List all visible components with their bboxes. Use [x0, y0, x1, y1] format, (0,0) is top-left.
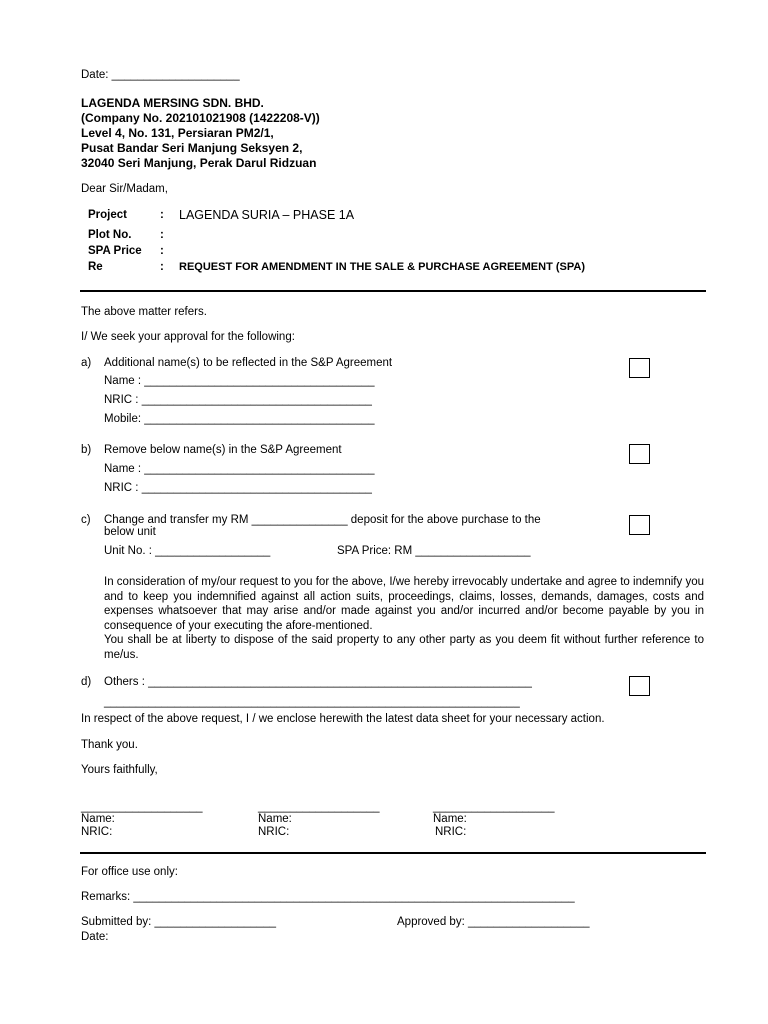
section-a-marker: a): [81, 357, 92, 369]
intro-matter: The above matter refers.: [81, 306, 207, 318]
section-b-marker: b): [81, 444, 92, 456]
signature-line-1[interactable]: ___________________: [81, 801, 203, 813]
section-c-unit-field[interactable]: Unit No. : __________________: [104, 545, 271, 557]
plot-label: Plot No.: [88, 229, 132, 241]
section-a-checkbox[interactable]: [629, 358, 650, 378]
remarks-field[interactable]: Remarks: _____________________________________________________________________: [81, 891, 575, 903]
section-b-nric-field[interactable]: NRIC : ____________________________________: [104, 482, 372, 494]
thank-you: Thank you.: [81, 739, 138, 751]
re-value: REQUEST FOR AMENDMENT IN THE SALE & PURCHASE AGREEMENT (SPA): [179, 261, 585, 273]
enclose-statement: In respect of the above request, I / we enclose herewith the latest data sheet for your necessary action.: [81, 713, 605, 725]
submitted-by-field[interactable]: Submitted by: ___________________: [81, 916, 277, 928]
re-colon: :: [160, 261, 164, 273]
signature-line-3[interactable]: ___________________: [433, 801, 555, 813]
intro-approval: I/ We seek your approval for the following:: [81, 331, 295, 343]
section-c-line2: below unit: [104, 526, 156, 538]
section-d-others-field[interactable]: Others : ____________________________________________________________: [104, 676, 532, 688]
section-c-line1: Change and transfer my RM _______________ deposit for the above purchase to the: [104, 514, 541, 526]
office-date-field[interactable]: Date:: [81, 931, 109, 943]
company-registration: (Company No. 202101021908 (1422208-V)): [81, 111, 320, 125]
approved-by-field[interactable]: Approved by: ___________________: [397, 916, 590, 928]
signature-nric-2: NRIC:: [258, 826, 290, 838]
section-a-nric-field[interactable]: NRIC : ____________________________________: [104, 394, 372, 406]
signature-line-2[interactable]: ___________________: [258, 801, 380, 813]
spa-price-label: SPA Price: [88, 245, 142, 257]
project-colon: :: [160, 209, 164, 221]
indemnity-paragraph: In consideration of my/our request to you for the above, I/we hereby irrevocably undertake and agree to indemnify you and to keep you indemnified against all action suits, proceedings, claims, losses, demands, damages, costs and expenses whatsoever that may arise and/or made against you and/or incurred and/or become payable by you in consequence of your executing the afore-mentioned.: [104, 576, 704, 633]
section-d-checkbox[interactable]: [629, 676, 650, 696]
section-c-checkbox[interactable]: [629, 515, 650, 535]
section-c-marker: c): [81, 514, 91, 526]
date-field[interactable]: Date: ____________________: [81, 69, 240, 81]
section-a-mobile-field[interactable]: Mobile: ____________________________________: [104, 413, 375, 425]
section-a-name-field[interactable]: Name : ____________________________________: [104, 375, 375, 387]
salutation: Dear Sir/Madam,: [81, 183, 168, 195]
company-address-line1: Level 4, No. 131, Persiaran PM2/1,: [81, 126, 274, 140]
section-d-marker: d): [81, 676, 92, 688]
closing: Yours faithfully,: [81, 764, 158, 776]
section-d-others-line2[interactable]: _________________________________________________________________: [104, 696, 520, 708]
signature-nric-3: NRIC:: [435, 826, 467, 838]
plot-colon: :: [160, 229, 164, 241]
section-b-checkbox[interactable]: [629, 444, 650, 464]
section-c-spa-price-field[interactable]: SPA Price: RM __________________: [337, 545, 531, 557]
section-b-title: Remove below name(s) in the S&P Agreement: [104, 444, 342, 456]
signature-nric-1: NRIC:: [81, 826, 113, 838]
divider-office: [80, 852, 706, 854]
company-address-line2: Pusat Bandar Seri Manjung Seksyen 2,: [81, 141, 303, 155]
spa-price-colon: :: [160, 245, 164, 257]
divider-top: [80, 290, 706, 292]
signature-name-3: Name:: [433, 813, 467, 825]
company-address-line3: 32040 Seri Manjung, Perak Darul Ridzuan: [81, 156, 317, 170]
signature-name-2: Name:: [258, 813, 292, 825]
company-name: LAGENDA MERSING SDN. BHD.: [81, 96, 264, 110]
project-label: Project: [88, 209, 127, 221]
signature-name-1: Name:: [81, 813, 115, 825]
office-use-heading: For office use only:: [81, 866, 178, 878]
liberty-paragraph: You shall be at liberty to dispose of the said property to any other party as you deem fit without further reference to me/us.: [104, 634, 704, 661]
project-value: LAGENDA SURIA – PHASE 1A: [179, 208, 355, 222]
section-a-title: Additional name(s) to be reflected in the S&P Agreement: [104, 357, 393, 369]
section-b-name-field[interactable]: Name : ____________________________________: [104, 463, 375, 475]
re-label: Re: [88, 261, 103, 273]
